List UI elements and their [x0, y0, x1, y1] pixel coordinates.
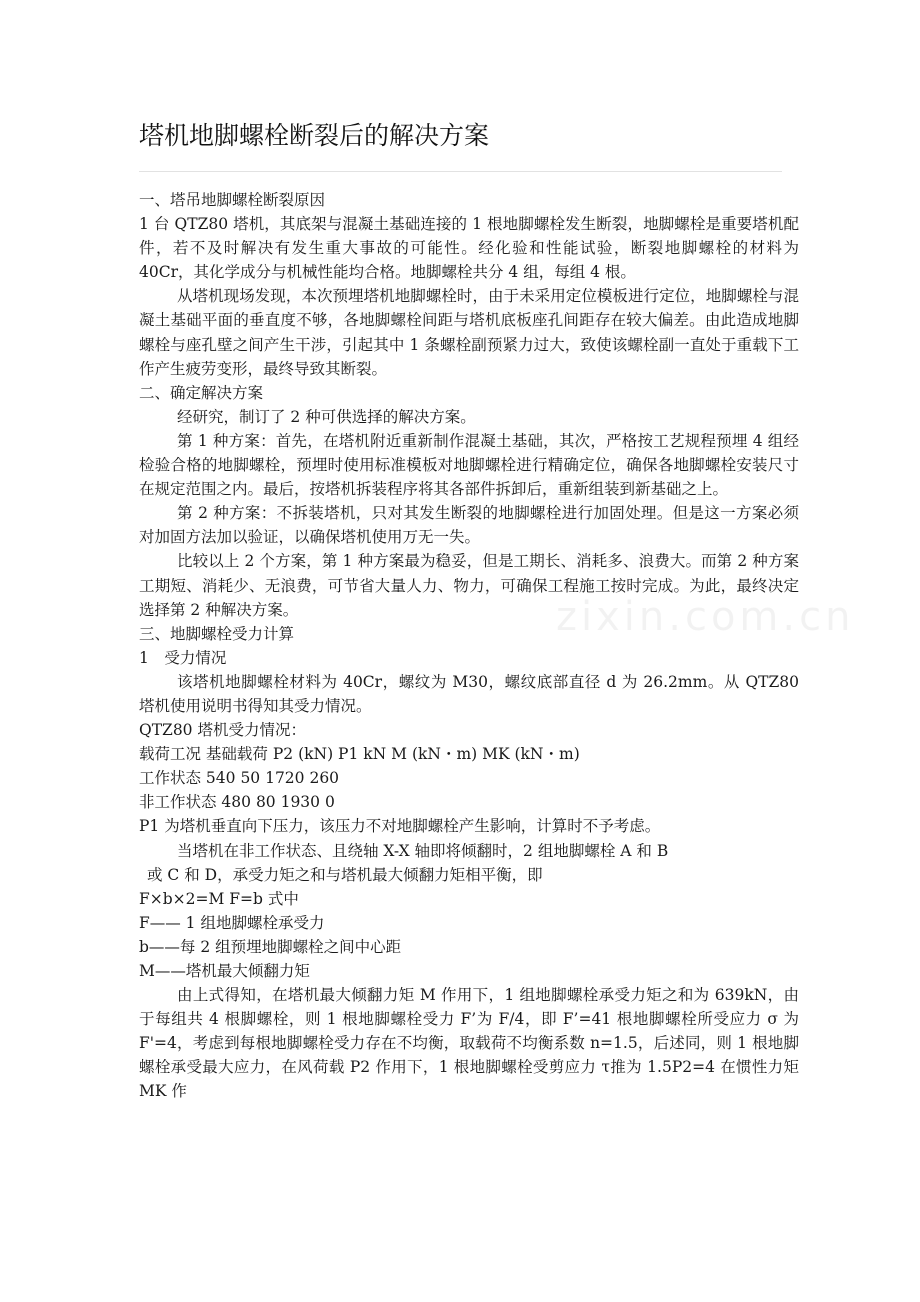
- subsection-heading: 1 受力情况: [139, 648, 227, 667]
- section-heading-1: 一、塔吊地脚螺栓断裂原因: [139, 191, 326, 209]
- paragraph: 由上式得知，在塔机最大倾翻力矩 M 作用下，1 组地脚螺栓承受力矩之和为 639kN，由于每组共 4 根脚螺栓，则 1 根地脚螺栓受力 F’为 F/4，即 F’=41 根地脚螺栓所受应力 σ 为 F'=4，考虑到每根地脚螺栓受力存在不均衡，取载荷不均衡系数 n=1.5，后述同，则 1 根地脚螺栓承受最大应力，在风荷载 P2 作用下，1 根地脚螺栓受剪应力 τ推为 1.5P2=4 在惯性力矩 MK 作: [139, 986, 799, 1101]
- section-heading-2: 二、确定解决方案: [139, 383, 264, 402]
- paragraph: 或 C 和 D，承受力矩之和与塔机最大倾翻力矩相平衡，即: [147, 865, 543, 884]
- watermark: zixin.com.cn: [556, 594, 855, 640]
- document-title: 塔机地脚螺栓断裂后的解决方案: [139, 121, 490, 150]
- paragraph: P1 为塔机垂直向下压力，该压力不对地脚螺栓产生影响，计算时不予考虑。: [139, 817, 661, 836]
- paragraph: 第 2 种方案：不拆装塔机，只对其发生断裂的地脚螺栓进行加固处理。但是这一方案必须对加固方法加以验证，以确保塔机使用万无一失。: [139, 504, 799, 547]
- table-row-nonworking: 非工作状态 480 80 1930 0: [139, 793, 335, 812]
- definition-line: b——每 2 组预埋地脚螺栓之间中心距: [139, 937, 402, 956]
- table-header-line: 载荷工况 基础载荷 P2 (kN) P1 kN M (kN・m) MK (kN・m): [139, 745, 580, 764]
- paragraph: 比较以上 2 个方案，第 1 种方案最为稳妥，但是工期长、消耗多、浪费大。而第 2 种方案工期短、消耗少、无浪费，可节省大量人力、物力，可确保工程施工按时完成。为此，最终决定选择第 2 种解决方案。: [139, 552, 799, 619]
- definition-line: M——塔机最大倾翻力矩: [139, 962, 310, 980]
- paragraph: 第 1 种方案：首先，在塔机附近重新制作混凝土基础，其次，严格按工艺规程预埋 4 组经检验合格的地脚螺栓，预埋时使用标准模板对地脚螺栓进行精确定位，确保各地脚螺栓安装尺寸在规定范围之内。最后，按塔机拆装程序将其各部件拆卸后，重新组装到新基础之上。: [139, 431, 799, 499]
- title-divider: [139, 171, 782, 172]
- paragraph: 该塔机地脚螺栓材料为 40Cr，螺纹为 M30，螺纹底部直径 d 为 26.2mm。从 QTZ80 塔机使用说明书得知其受力情况。: [139, 672, 799, 715]
- paragraph: 从塔机现场发现，本次预埋塔机地脚螺栓时，由于未采用定位模板进行定位，地脚螺栓与混凝土基础平面的垂直度不够，各地脚螺栓间距与塔机底板座孔间距存在较大偏差。由此造成地脚螺栓与座孔壁之间产生干涉，引起其中 1 条螺栓副预紧力过大，致使该螺栓副一直处于重载下工作产生疲劳变形，最终导致其断裂。: [139, 287, 799, 378]
- section-heading-3: 三、地脚螺栓受力计算: [139, 624, 295, 643]
- table-row-working: 工作状态 540 50 1720 260: [139, 769, 340, 788]
- paragraph: 当塔机在非工作状态、且绕轴 X-X 轴即将倾翻时，2 组地脚螺栓 A 和 B: [177, 841, 669, 860]
- document-body: [139, 188, 799, 1104]
- paragraph: 经研究，制订了 2 种可供选择的解决方案。: [177, 407, 476, 426]
- formula-line: F×b×2=M F=b 式中: [139, 889, 299, 908]
- definition-line: F—— 1 组地脚螺栓承受力: [139, 913, 325, 932]
- paragraph: 1 台 QTZ80 塔机，其底架与混凝土基础连接的 1 根地脚螺栓发生断裂，地脚螺栓是重要塔机配件，若不及时解决有发生重大事故的可能性。经化验和性能试验，断裂地脚螺栓的材料为 40Cr，其化学成分与机械性能均合格。地脚螺栓共分 4 组，每组 4 根。: [139, 215, 799, 282]
- table-caption: QTZ80 塔机受力情况：: [139, 721, 306, 740]
